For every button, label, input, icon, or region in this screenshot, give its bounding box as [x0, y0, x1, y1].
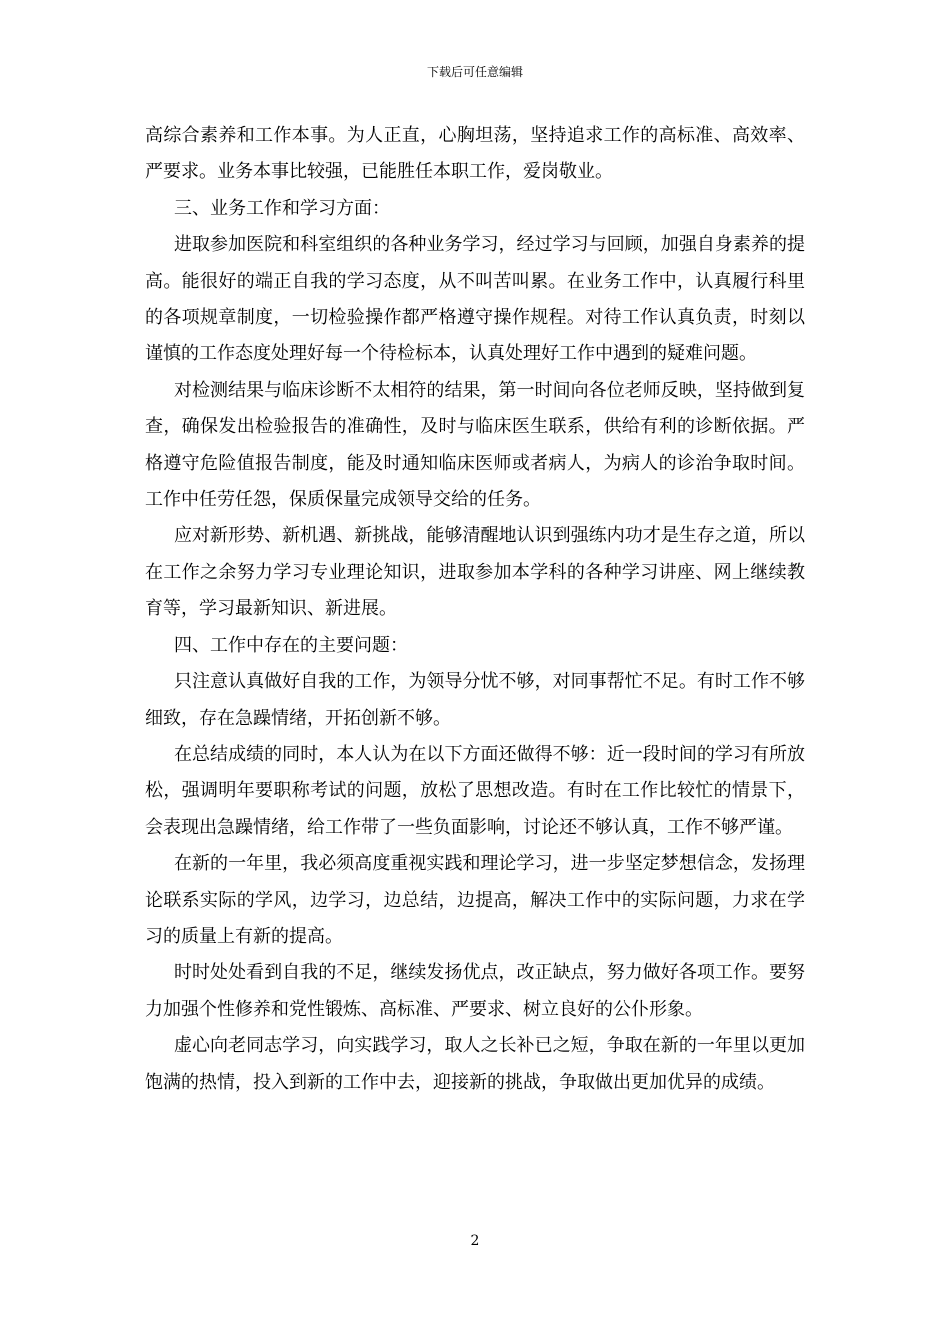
- paragraph-shortcomings: 在总结成绩的同时，本人认为在以下方面还做得不够：近一段时间的学习有所放松，强调明年要职称考试的问题，放松了思想改造。有时在工作比较忙的情景下，会表现出急躁情绪，给工作带了一些负面影响，讨论还不够认真，工作不够严谨。: [145, 743, 805, 838]
- section-heading-problems: 四、工作中存在的主要问题：: [174, 634, 408, 656]
- page-number: 2: [470, 1233, 480, 1249]
- paragraph-learning-attitude: 虚心向老同志学习，向实践学习，取人之长补已之短，争取在新的一年里以更加饱满的热情，投入到新的工作中去，迎接新的挑战，争取做出更加优异的成绩。: [145, 1035, 805, 1093]
- paragraph-test-results: 对检测结果与临床诊断不太相符的结果，第一时间向各位老师反映，坚持做到复查，确保发出检验报告的准确性，及时与临床医生联系，供给有利的诊断依据。严格遵守危险值报告制度，能及时通知临床医师或者病人，为病人的诊治争取时间。工作中任劳任怨，保质保量完成领导交给的任务。: [145, 379, 805, 511]
- paragraph-new-challenges: 应对新形势、新机遇、新挑战，能够清醒地认识到强练内功才是生存之道，所以在工作之余努力学习专业理论知识，进取参加本学科的各种学习讲座、网上继续教育等，学习最新知识、新进展。: [145, 525, 805, 620]
- paragraph-continuation: 高综合素养和工作本事。为人正直，心胸坦荡，坚持追求工作的高标准、高效率、严要求。业务本事比较强，已能胜任本职工作，爱岗敬业。: [145, 125, 805, 183]
- paragraph-business-study: 进取参加医院和科室组织的各种业务学习，经过学习与回顾，加强自身素养的提高。能很好的端正自我的学习态度，从不叫苦叫累。在业务工作中，认真履行科里的各项规章制度，一切检验操作都严格遵守操作规程。对待工作认真负责，时刻以谨慎的工作态度处理好每一个待检标本，认真处理好工作中遇到的疑难问题。: [145, 234, 805, 365]
- paragraph-new-year-plan: 在新的一年里，我必须高度重视实践和理论学习，进一步坚定梦想信念，发扬理论联系实际的学风，边学习，边总结，边提高，解决工作中的实际问题，力求在学习的质量上有新的提高。: [145, 853, 805, 947]
- section-heading-business-study: 三、业务工作和学习方面：: [174, 197, 390, 219]
- paragraph-problems: 只注意认真做好自我的工作，为领导分忧不够，对同事帮忙不足。有时工作不够细致，存在急躁情绪，开拓创新不够。: [145, 671, 805, 729]
- page-header: 下载后可任意编辑: [426, 65, 523, 79]
- paragraph-self-improvement: 时时处处看到自我的不足，继续发扬优点，改正缺点，努力做好各项工作。要努力加强个性修养和党性锻炼、高标准、严要求、树立良好的公仆形象。: [145, 962, 805, 1020]
- document-body: [145, 118, 805, 1101]
